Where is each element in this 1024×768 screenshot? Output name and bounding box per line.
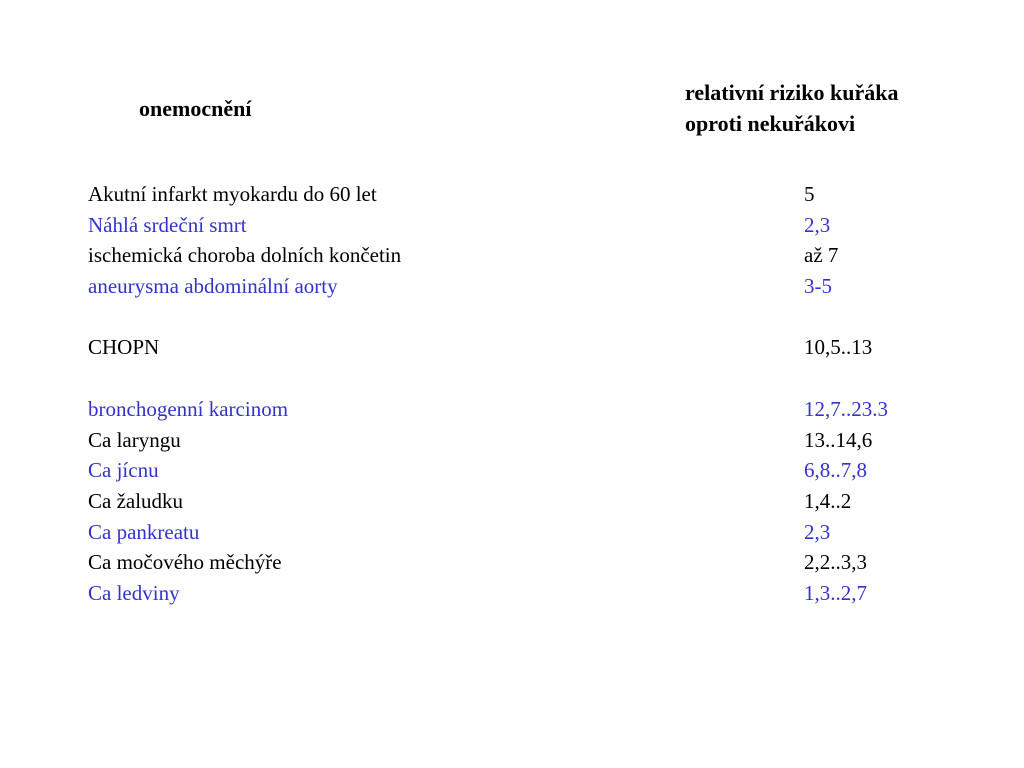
risk-column-header [685,77,899,139]
relative-risk: 1,4..2 [804,488,852,513]
relative-risk: 2,2..3,3 [804,550,867,575]
table-row [88,394,988,425]
table-row [88,578,988,609]
disease-name: ischemická choroba dolních končetin [88,243,402,268]
disease-column-header: onemocnění [139,96,252,121]
risk-header-line-1: relativní riziko kuřáka [685,80,899,105]
disease-name: Ca jícnu [88,458,159,483]
relative-risk: až 7 [804,243,839,268]
relative-risk: 13..14,6 [804,427,873,452]
relative-risk: 2,3 [804,212,831,237]
relative-risk: 2,3 [804,519,831,544]
relative-risk: 12,7..23.3 [804,396,888,421]
row-spacer [88,302,988,333]
table-row [88,240,988,271]
risk-header-line-2: oproti nekuřákovi [685,111,856,136]
disease-name: CHOPN [88,335,160,360]
disease-name: Ca ledviny [88,580,180,605]
disease-name: Ca laryngu [88,427,181,452]
relative-risk: 6,8..7,8 [804,458,867,483]
disease-name: Ca močového měchýře [88,550,282,575]
table-row [88,455,988,486]
relative-risk: 3-5 [804,274,832,299]
disease-name: Náhlá srdeční smrt [88,212,247,237]
table-row [88,486,988,517]
relative-risk: 5 [804,182,815,206]
relative-risk: 10,5..13 [804,335,873,360]
table-row [88,517,988,548]
row-spacer [88,363,988,394]
disease-name: Akutní infarkt myokardu do 60 let [88,182,377,206]
relative-risk: 1,3..2,7 [804,580,867,605]
table-row [88,332,988,363]
disease-name: bronchogenní karcinom [88,396,289,421]
table-row [88,271,988,302]
disease-name: aneurysma abdominální aorty [88,274,338,299]
table-row [88,210,988,241]
disease-name: Ca pankreatu [88,519,200,544]
table-row [88,547,988,578]
table-row [88,179,988,210]
disease-name: Ca žaludku [88,488,184,513]
risk-table [88,179,988,609]
table-row [88,425,988,456]
